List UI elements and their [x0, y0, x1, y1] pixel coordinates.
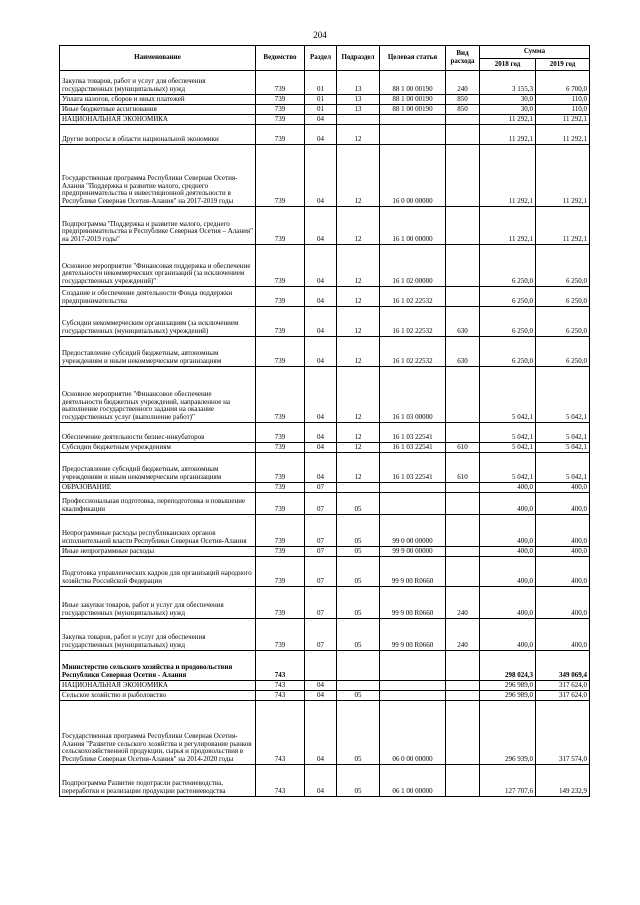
cell-2018: 6 250,0 — [480, 245, 536, 287]
table-row — [60, 337, 590, 367]
table-row — [60, 125, 590, 145]
header-podrazdel: Подраздел — [337, 46, 380, 71]
cell-2018: 5 042,1 — [480, 443, 536, 453]
cell-ved: 739 — [256, 245, 305, 287]
cell-vr: 850 — [446, 95, 480, 105]
header-cs: Целевая статья — [380, 46, 446, 71]
cell-ved: 739 — [256, 337, 305, 367]
cell-ved: 743 — [256, 651, 305, 681]
cell-2019: 6 250,0 — [536, 245, 590, 287]
cell-name: Субсидии бюджетным учреждениям — [60, 443, 256, 453]
cell-cs: 16 1 03 22541 — [380, 453, 446, 483]
cell-2019: 400,0 — [536, 515, 590, 547]
cell-podrazdel: 12 — [337, 145, 380, 207]
cell-name: Профессиональная подготовка, переподготовка и повышение квалификации — [60, 493, 256, 515]
cell-razdel: 04 — [305, 701, 337, 765]
table-row — [60, 423, 590, 443]
cell-podrazdel: 05 — [337, 691, 380, 701]
cell-2019: 349 069,4 — [536, 651, 590, 681]
cell-name: Другие вопросы в области национальной экономики — [60, 125, 256, 145]
cell-vr — [446, 245, 480, 287]
cell-podrazdel: 12 — [337, 443, 380, 453]
table-header — [60, 46, 590, 71]
cell-2018: 296 939,0 — [480, 701, 536, 765]
cell-podrazdel: 13 — [337, 95, 380, 105]
cell-2019: 5 042,1 — [536, 443, 590, 453]
cell-2019: 110,0 — [536, 105, 590, 115]
cell-razdel: 01 — [305, 95, 337, 105]
cell-ved: 739 — [256, 515, 305, 547]
header-2018: 2018 год — [480, 59, 536, 71]
table-row — [60, 515, 590, 547]
cell-razdel: 04 — [305, 423, 337, 443]
cell-razdel: 04 — [305, 765, 337, 797]
cell-cs: 99 9 00 00000 — [380, 547, 446, 557]
table-row — [60, 619, 590, 651]
cell-cs — [380, 681, 446, 691]
cell-podrazdel: 12 — [337, 337, 380, 367]
cell-ved: 743 — [256, 701, 305, 765]
cell-razdel: 04 — [305, 307, 337, 337]
cell-cs — [380, 115, 446, 125]
cell-2018: 6 250,0 — [480, 307, 536, 337]
cell-vr — [446, 515, 480, 547]
cell-2019: 5 042,1 — [536, 367, 590, 423]
cell-cs: 88 1 00 00190 — [380, 105, 446, 115]
cell-2019: 11 292,1 — [536, 145, 590, 207]
cell-razdel: 04 — [305, 145, 337, 207]
cell-2018: 400,0 — [480, 493, 536, 515]
cell-ved: 739 — [256, 423, 305, 443]
cell-ved: 739 — [256, 307, 305, 337]
cell-2019: 400,0 — [536, 483, 590, 493]
cell-2019: 6 250,0 — [536, 287, 590, 307]
table-row — [60, 453, 590, 483]
cell-vr: 610 — [446, 443, 480, 453]
cell-razdel: 04 — [305, 681, 337, 691]
cell-ved: 739 — [256, 207, 305, 245]
header-razdel: Раздел — [305, 46, 337, 71]
cell-name: НАЦИОНАЛЬНАЯ ЭКОНОМИКА — [60, 681, 256, 691]
cell-vr — [446, 493, 480, 515]
cell-2019: 149 232,9 — [536, 765, 590, 797]
cell-vr — [446, 367, 480, 423]
cell-cs: 16 1 02 22532 — [380, 287, 446, 307]
cell-cs: 99 0 00 00000 — [380, 515, 446, 547]
cell-2018: 11 292,1 — [480, 207, 536, 245]
cell-razdel: 07 — [305, 557, 337, 587]
cell-razdel: 01 — [305, 71, 337, 95]
cell-name: Государственная программа Республики Северная Осетия-Алания "Развитие сельского хозяйства и регулирование рынков сельскохозяйственной продукции, сырья и продовольствия в Республике Северная Осетия-Алания" на 2014-2020 годы — [60, 701, 256, 765]
cell-razdel: 04 — [305, 337, 337, 367]
cell-name: Основное мероприятие "Финансовая поддержка и обеспечение деятельности некоммерческих организаций (за исключением государственных учреждений)" — [60, 245, 256, 287]
cell-2019: 5 042,1 — [536, 423, 590, 443]
cell-2019: 5 042,1 — [536, 453, 590, 483]
cell-podrazdel: 12 — [337, 307, 380, 337]
table-row — [60, 557, 590, 587]
table-row — [60, 443, 590, 453]
cell-name: Министерство сельского хозяйства и продовольствия Республики Северная Осетия - Алания — [60, 651, 256, 681]
table-row — [60, 701, 590, 765]
cell-vr: 850 — [446, 105, 480, 115]
cell-razdel: 07 — [305, 515, 337, 547]
cell-cs: 88 1 00 00190 — [380, 71, 446, 95]
cell-ved: 739 — [256, 547, 305, 557]
cell-razdel: 04 — [305, 691, 337, 701]
cell-vr — [446, 651, 480, 681]
cell-ved: 739 — [256, 587, 305, 619]
cell-2018: 11 292,1 — [480, 115, 536, 125]
cell-vr: 630 — [446, 307, 480, 337]
cell-ved: 739 — [256, 443, 305, 453]
cell-razdel: 04 — [305, 453, 337, 483]
cell-vr: 610 — [446, 453, 480, 483]
cell-2019: 6 250,0 — [536, 337, 590, 367]
cell-2019: 400,0 — [536, 587, 590, 619]
cell-2018: 298 024,3 — [480, 651, 536, 681]
cell-vr: 240 — [446, 71, 480, 95]
cell-cs: 16 0 00 00000 — [380, 145, 446, 207]
cell-razdel — [305, 651, 337, 681]
cell-podrazdel — [337, 681, 380, 691]
cell-name: Закупка товаров, работ и услуг для обеспечения государственных (муниципальных) нужд — [60, 619, 256, 651]
header-vr: Вид расхода — [446, 46, 480, 71]
cell-2018: 400,0 — [480, 515, 536, 547]
cell-vr — [446, 557, 480, 587]
cell-podrazdel: 05 — [337, 515, 380, 547]
cell-ved: 743 — [256, 765, 305, 797]
cell-2018: 296 989,0 — [480, 681, 536, 691]
cell-ved: 739 — [256, 619, 305, 651]
cell-vr — [446, 115, 480, 125]
cell-vr — [446, 765, 480, 797]
cell-cs: 99 9 00 R0660 — [380, 557, 446, 587]
cell-2019: 110,0 — [536, 95, 590, 105]
table-row — [60, 367, 590, 423]
cell-podrazdel — [337, 483, 380, 493]
cell-cs — [380, 125, 446, 145]
cell-vr — [446, 681, 480, 691]
table-row — [60, 765, 590, 797]
cell-ved: 739 — [256, 367, 305, 423]
table-row — [60, 245, 590, 287]
cell-cs — [380, 651, 446, 681]
cell-ved: 743 — [256, 691, 305, 701]
table-row — [60, 493, 590, 515]
cell-2018: 5 042,1 — [480, 423, 536, 443]
table-row — [60, 207, 590, 245]
cell-name: Подготовка управленческих кадров для организаций народного хозяйства Российской Федерации — [60, 557, 256, 587]
cell-2019: 400,0 — [536, 557, 590, 587]
cell-razdel: 04 — [305, 287, 337, 307]
cell-cs: 16 1 03 00000 — [380, 367, 446, 423]
cell-podrazdel: 05 — [337, 493, 380, 515]
page-number: 204 — [313, 30, 327, 40]
cell-podrazdel: 05 — [337, 547, 380, 557]
budget-table — [59, 45, 590, 797]
cell-ved: 739 — [256, 287, 305, 307]
cell-cs: 06 1 00 00000 — [380, 765, 446, 797]
cell-name: Подпрограмма "Поддержка и развитие малого, среднего предпринимательства в Республике Северная Осетия – Алания" на 2017-2019 годы" — [60, 207, 256, 245]
cell-ved: 739 — [256, 125, 305, 145]
table-row — [60, 691, 590, 701]
cell-cs: 16 1 03 22541 — [380, 443, 446, 453]
cell-2018: 3 155,3 — [480, 71, 536, 95]
cell-2019: 317 574,0 — [536, 701, 590, 765]
cell-ved: 743 — [256, 681, 305, 691]
cell-2018: 6 250,0 — [480, 287, 536, 307]
cell-2018: 11 292,1 — [480, 125, 536, 145]
table-row — [60, 95, 590, 105]
cell-2019: 11 292,1 — [536, 125, 590, 145]
cell-2018: 30,0 — [480, 95, 536, 105]
cell-name: Предоставление субсидий бюджетным, автономным учреждениям и иным некоммерческим организациям — [60, 453, 256, 483]
header-ved: Ведомство — [256, 46, 305, 71]
cell-ved: 739 — [256, 71, 305, 95]
cell-name: Иные закупки товаров, работ и услуг для обеспечения государственных (муниципальных) нужд — [60, 587, 256, 619]
cell-podrazdel: 05 — [337, 765, 380, 797]
cell-razdel: 07 — [305, 587, 337, 619]
cell-ved: 739 — [256, 105, 305, 115]
cell-vr: 630 — [446, 337, 480, 367]
table-row — [60, 587, 590, 619]
cell-2019: 400,0 — [536, 547, 590, 557]
cell-podrazdel: 12 — [337, 245, 380, 287]
cell-vr — [446, 145, 480, 207]
cell-vr — [446, 207, 480, 245]
cell-podrazdel: 12 — [337, 287, 380, 307]
cell-vr: 240 — [446, 619, 480, 651]
cell-razdel: 04 — [305, 443, 337, 453]
cell-cs: 06 0 00 00000 — [380, 701, 446, 765]
cell-2018: 400,0 — [480, 483, 536, 493]
cell-podrazdel: 12 — [337, 125, 380, 145]
cell-ved: 739 — [256, 115, 305, 125]
cell-cs: 16 1 02 22532 — [380, 307, 446, 337]
table-row — [60, 307, 590, 337]
cell-podrazdel: 05 — [337, 701, 380, 765]
cell-2018: 30,0 — [480, 105, 536, 115]
cell-name: Сельское хозяйство и рыболовство — [60, 691, 256, 701]
cell-name: Обеспечение деятельности бизнес-инкубаторов — [60, 423, 256, 443]
cell-vr — [446, 691, 480, 701]
cell-razdel: 07 — [305, 493, 337, 515]
table-row — [60, 115, 590, 125]
table-row — [60, 651, 590, 681]
cell-cs: 88 1 00 00190 — [380, 95, 446, 105]
cell-razdel: 04 — [305, 207, 337, 245]
cell-2018: 400,0 — [480, 547, 536, 557]
cell-2019: 11 292,1 — [536, 207, 590, 245]
cell-ved: 739 — [256, 557, 305, 587]
cell-name: Субсидии некоммерческим организациям (за исключением государственных (муниципальных) учреждений) — [60, 307, 256, 337]
header-summa: Сумма — [480, 46, 590, 59]
cell-podrazdel: 12 — [337, 453, 380, 483]
cell-name: Предоставление субсидий бюджетным, автономным учреждениям и иным некоммерческим организациям — [60, 337, 256, 367]
cell-2018: 127 707,6 — [480, 765, 536, 797]
cell-2018: 296 989,0 — [480, 691, 536, 701]
cell-2018: 400,0 — [480, 587, 536, 619]
cell-cs: 16 1 02 00000 — [380, 245, 446, 287]
cell-razdel: 04 — [305, 125, 337, 145]
cell-razdel: 07 — [305, 619, 337, 651]
cell-cs — [380, 493, 446, 515]
cell-cs: 16 1 00 00000 — [380, 207, 446, 245]
cell-cs — [380, 483, 446, 493]
table-row — [60, 145, 590, 207]
table-row — [60, 105, 590, 115]
table-row — [60, 681, 590, 691]
cell-podrazdel — [337, 651, 380, 681]
table-body — [60, 71, 590, 797]
cell-ved: 739 — [256, 453, 305, 483]
cell-razdel: 07 — [305, 547, 337, 557]
cell-podrazdel: 12 — [337, 367, 380, 423]
cell-2019: 400,0 — [536, 619, 590, 651]
cell-name: Государственная программа Республики Северная Осетия-Алания "Поддержка и развитие малого, среднего предпринимательства и инвестиционной деятельности в Республике Северная Осетия-Алания" на 2017-2019 годы — [60, 145, 256, 207]
cell-vr — [446, 483, 480, 493]
table-row — [60, 71, 590, 95]
cell-podrazdel — [337, 115, 380, 125]
cell-razdel: 01 — [305, 105, 337, 115]
cell-name: Подпрограмма Развитие подотрасли растениеводства, переработки и реализации продукции растениеводства — [60, 765, 256, 797]
cell-2018: 400,0 — [480, 557, 536, 587]
cell-vr — [446, 423, 480, 443]
cell-2019: 317 624,0 — [536, 681, 590, 691]
cell-razdel: 04 — [305, 115, 337, 125]
cell-name: Закупка товаров, работ и услуг для обеспечения государственных (муниципальных) нужд — [60, 71, 256, 95]
cell-2018: 6 250,0 — [480, 337, 536, 367]
cell-podrazdel: 05 — [337, 587, 380, 619]
cell-razdel: 04 — [305, 367, 337, 423]
cell-2018: 11 292,1 — [480, 145, 536, 207]
cell-name: Создание и обеспечение деятельности Фонда поддержки предпринимательства — [60, 287, 256, 307]
cell-2019: 400,0 — [536, 493, 590, 515]
cell-name: Основное мероприятие "Финансовое обеспечение деятельности бюджетных учреждений, направленное на выполнение государственного задания на оказание государственных услуг (выполнение работ)" — [60, 367, 256, 423]
cell-2019: 317 624,0 — [536, 691, 590, 701]
cell-vr — [446, 287, 480, 307]
cell-ved: 739 — [256, 95, 305, 105]
cell-vr — [446, 701, 480, 765]
cell-cs: 16 1 03 22541 — [380, 423, 446, 443]
table-row — [60, 547, 590, 557]
cell-ved: 739 — [256, 493, 305, 515]
header-name: Наименование — [60, 46, 256, 71]
cell-2019: 6 250,0 — [536, 307, 590, 337]
cell-2019: 11 292,1 — [536, 115, 590, 125]
cell-razdel: 07 — [305, 483, 337, 493]
cell-cs: 99 9 00 R0660 — [380, 619, 446, 651]
cell-vr — [446, 547, 480, 557]
cell-ved: 739 — [256, 145, 305, 207]
table-row — [60, 287, 590, 307]
cell-podrazdel: 12 — [337, 207, 380, 245]
cell-podrazdel: 12 — [337, 423, 380, 443]
cell-2018: 5 042,1 — [480, 453, 536, 483]
cell-name: Уплата налогов, сборов и иных платежей — [60, 95, 256, 105]
cell-name: Непрограммные расходы республиканских органов исполнительной власти Республики Северная Осетия-Алания — [60, 515, 256, 547]
cell-2018: 5 042,1 — [480, 367, 536, 423]
header-2019: 2019 год — [536, 59, 590, 71]
cell-razdel: 04 — [305, 245, 337, 287]
cell-name: ОБРАЗОВАНИЕ — [60, 483, 256, 493]
cell-ved: 739 — [256, 483, 305, 493]
cell-podrazdel: 05 — [337, 619, 380, 651]
cell-2018: 400,0 — [480, 619, 536, 651]
cell-cs — [380, 691, 446, 701]
cell-cs: 99 9 00 R0660 — [380, 587, 446, 619]
table-row — [60, 483, 590, 493]
cell-vr — [446, 125, 480, 145]
cell-name: Иные бюджетные ассигнования — [60, 105, 256, 115]
cell-podrazdel: 05 — [337, 557, 380, 587]
cell-podrazdel: 13 — [337, 105, 380, 115]
cell-name: НАЦИОНАЛЬНАЯ ЭКОНОМИКА — [60, 115, 256, 125]
cell-podrazdel: 13 — [337, 71, 380, 95]
cell-vr: 240 — [446, 587, 480, 619]
cell-name: Иные непрограммные расходы — [60, 547, 256, 557]
cell-cs: 16 1 02 22532 — [380, 337, 446, 367]
cell-2019: 6 700,0 — [536, 71, 590, 95]
